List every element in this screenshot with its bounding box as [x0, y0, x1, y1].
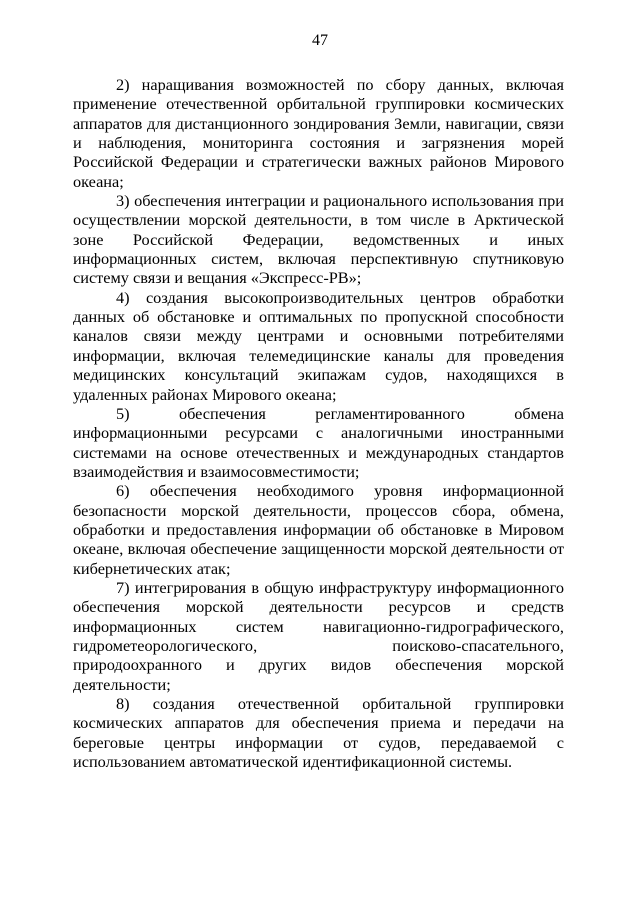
- paragraph-item-4: 4) создания высокопроизводительных центров обработки данных об обстановке и оптимальных по пропускной способности каналов связи между центрами и основными потребителями информации, включая телемедицинские каналы для проведения медицинских консультаций экипажам судов, находящихся в удаленных районах Мирового океана;: [73, 287, 564, 404]
- paragraph-item-8: 8) создания отечественной орбитальной группировки космических аппаратов для обеспечения приема и передачи на береговые центры информации от судов, передаваемой с использованием автоматической идентификационной системы.: [73, 694, 564, 772]
- paragraph-item-7: 7) интегрирования в общую инфраструктуру информационного обеспечения морской деятельности ресурсов и средств информационных систем навигационно-гидрографического, гидрометеорологического, поисково-спасательного, природоохранного и других видов обеспечения морской деятельности;: [73, 577, 564, 694]
- paragraph-item-5: 5) обеспечения регламентированного обмена информационными ресурсами с аналогичными иностранными системами на основе отечественных и международных стандартов взаимодействия и взаимосовместимости;: [73, 403, 564, 481]
- paragraph-item-6: 6) обеспечения необходимого уровня информационной безопасности морской деятельности, процессов сбора, обмена, обработки и предоставления информации об обстановке в Мировом океане, включая обеспечение защищенности морской деятельности от кибернетических атак;: [73, 481, 564, 578]
- paragraph-item-3: 3) обеспечения интеграции и рационального использования при осуществлении морской деятельности, в том числе в Арктической зоне Российской Федерации, ведомственных и иных информационных систем, включая перспективную спутниковую систему связи и вещания «Экспресс-РВ»;: [73, 191, 564, 288]
- document-body: [73, 75, 564, 771]
- paragraph-item-2: 2) наращивания возможностей по сбору данных, включая применение отечественной орбитальной группировки космических аппаратов для дистанционного зондирования Земли, навигации, связи и наблюдения, мониторинга состояния и загрязнения морей Российской Федерации и стратегически важных районов Мирового океана;: [73, 75, 564, 191]
- page-number: 47: [312, 32, 328, 49]
